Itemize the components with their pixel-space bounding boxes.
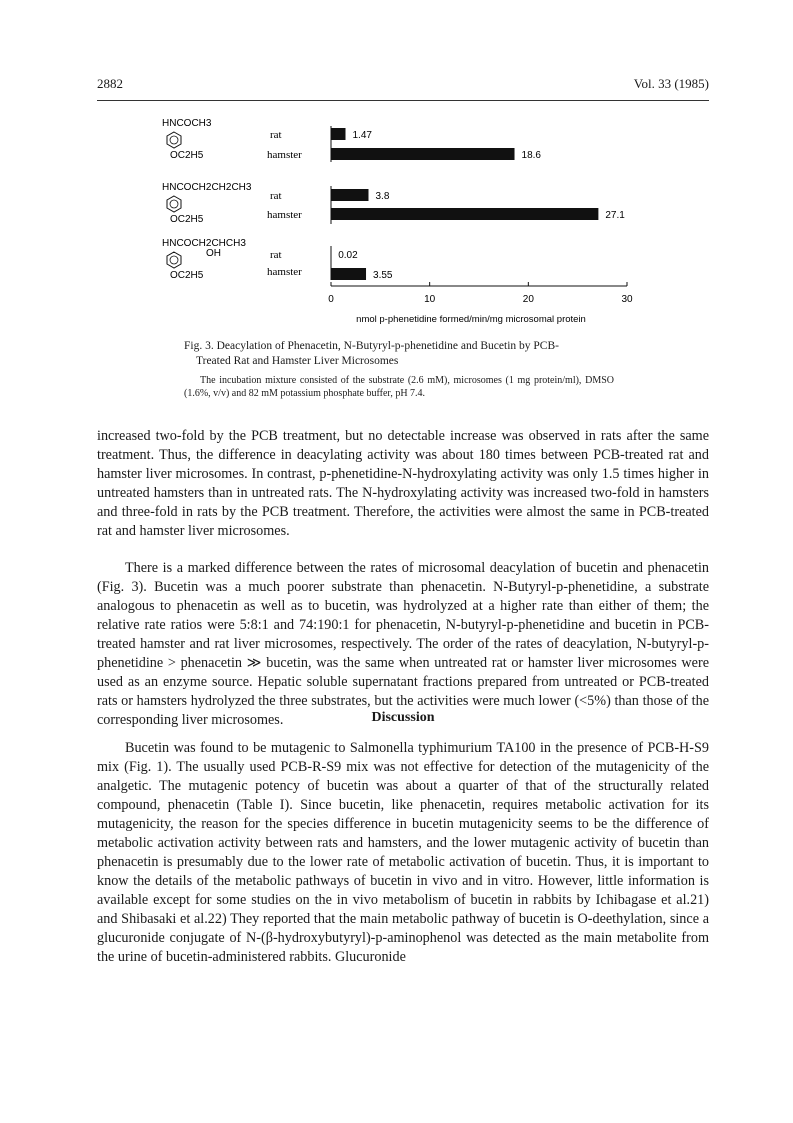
structure-label-top: HNCOCH2CHCH3 [162,238,246,249]
ring-circle-icon [170,200,178,208]
header-rule [97,100,709,101]
caption-note-text: The incubation mixture consisted of the substrate (2.6 mM), microsomes (1 mg protein/ml), DMSO (1.6%, v/v) and 82 mM potassium phosphate buffer, pH 7.4. [184,375,614,399]
benzene-ring-icon [167,132,181,148]
x-tick-label: 30 [621,294,633,305]
species-labels [267,129,302,278]
x-axis-label: nmol p-phenetidine formed/min/mg microsomal protein [356,314,586,325]
species-label-rat: rat [270,190,282,202]
structure-bucetin [162,238,246,281]
figure-3-chart [150,112,650,330]
x-tick-label: 10 [424,294,436,305]
species-label-rat: rat [270,129,282,141]
structure-label-bottom: OC2H5 [170,214,204,225]
bar-butyryl-rat [331,189,368,201]
structure-label-side: OH [206,248,221,259]
paragraph-text: increased two-fold by the PCB treatment, but no detectable increase was observed in rats after the same treatment. Thus, the difference in deacylating activity was about 180 times between PCB-treated rat and hamster liver microsomes. In contrast, p-phenetidine-N-hydroxylating activity was only 1.5 times higher in untreated hamsters than in untreated rats. The N-hydroxylating activity was increased two-fold in hamsters and three-fold in rats by the PCB treatment. Therefore, the activities were almost the same in PCB-treated rat and hamster liver microsomes. [97,428,709,539]
paragraph-text: Bucetin was found to be mutagenic to Salmonella typhimurium TA100 in the presence of PCB-H-S9 mix (Fig. 1). The usually used PCB-R-S9 mix was not effective for detection of the mutagenicity of the analgetic. The mutagenic potency of bucetin was about a quarter of that of the structurally related compound, phenacetin (Table I). Since bucetin, like phenacetin, requires metabolic activation for its mutagenicity, the reason for the species difference in bucetin mutagenicity seems to be the difference of metabolic activation activity between rats and hamsters, and the lower mutagenic activity of bucetin than phenacetin is presumably due to the lower rate of metabolic activation of bucetin. Thus, it is important to know the details of the metabolic pathways of bucetin in vivo and in vitro. However, little information is available except for some studies on the in vivo metabolism of bucetin in rabbits by Ichibagase et al.21) and Shibasaki et al.22) They reported that the main metabolic pathway of bucetin is O-deethylation, since a glucuronide conjugate of N-(β-hydroxybutyryl)-p-aminophenol was detected as the main metabolite from the urine of bucetin-administered rabbits. Glucuronide [97,740,709,965]
structure-label-top: HNCOCH3 [162,118,212,129]
structure-label-bottom: OC2H5 [170,150,204,161]
species-label-hamster: hamster [267,209,302,221]
caption-title-line2: Treated Rat and Hamster Liver Microsomes [196,355,399,367]
page-number: 2882 [97,76,123,91]
bar-phenacetin-rat [331,128,346,140]
bar-phenacetin-hamster [331,148,515,160]
section-heading-discussion: Discussion [371,710,435,725]
value-label: 3.8 [375,191,390,202]
bar-bucetin-hamster [331,268,366,280]
figure-caption [184,339,614,369]
species-label-hamster: hamster [267,266,302,278]
x-tick-label: 20 [522,294,534,305]
species-label-rat: rat [270,249,282,261]
caption-note [184,374,614,400]
species-label-hamster: hamster [267,149,302,161]
body-paragraph-3 [97,739,709,967]
value-label: 27.1 [605,210,625,221]
value-label: 3.55 [373,270,393,281]
caption-title-line1: Fig. 3. Deacylation of Phenacetin, N-Butyryl-p-phenetidine and Bucetin by PCB- [184,340,559,352]
ring-circle-icon [170,136,178,144]
x-tick-label: 0 [328,294,334,305]
ring-circle-icon [170,256,178,264]
structure-butyryl-phenetidine [162,182,252,225]
value-label: 0.02 [338,250,358,261]
structure-label-bottom: OC2H5 [170,270,204,281]
body-paragraph-2 [97,559,709,730]
journal-volume: Vol. 33 (1985) [633,76,709,91]
structure-label-top: HNCOCH2CH2CH3 [162,182,252,193]
body-paragraph-1 [97,427,709,541]
value-label: 1.47 [352,130,372,141]
paragraph-text: There is a marked difference between the rates of microsomal deacylation of bucetin and phenacetin (Fig. 3). Bucetin was a much poorer substrate than phenacetin. N-Butyryl-p-phenetidine, a substrate analogous to phenacetin as well as to bucetin, was hydrolyzed at a higher rate than either of them; the relative rate ratios were 5:8:1 and 74:190:1 for phenacetin, N-butyryl-p-phenetidine and bucetin in PCB-treated hamster and rat liver microsomes, respectively. The order of the rates of deacylation, N-butyryl-p-phenetidine > phenacetin ≫ bucetin, was the same when untreated rat or hamster liver microsomes were used as an enzyme source. Hepatic soluble supernatant fractions prepared from untreated or PCB-treated rats or hamsters hydrolyzed the three substrates, but the activities were much lower (<5%) than those of the corresponding liver microsomes. [97,560,709,728]
structure-phenacetin [162,118,212,161]
value-label: 18.6 [521,150,541,161]
benzene-ring-icon [167,196,181,212]
bar-butyryl-hamster [331,208,598,220]
page-header [97,76,709,96]
benzene-ring-icon [167,252,181,268]
